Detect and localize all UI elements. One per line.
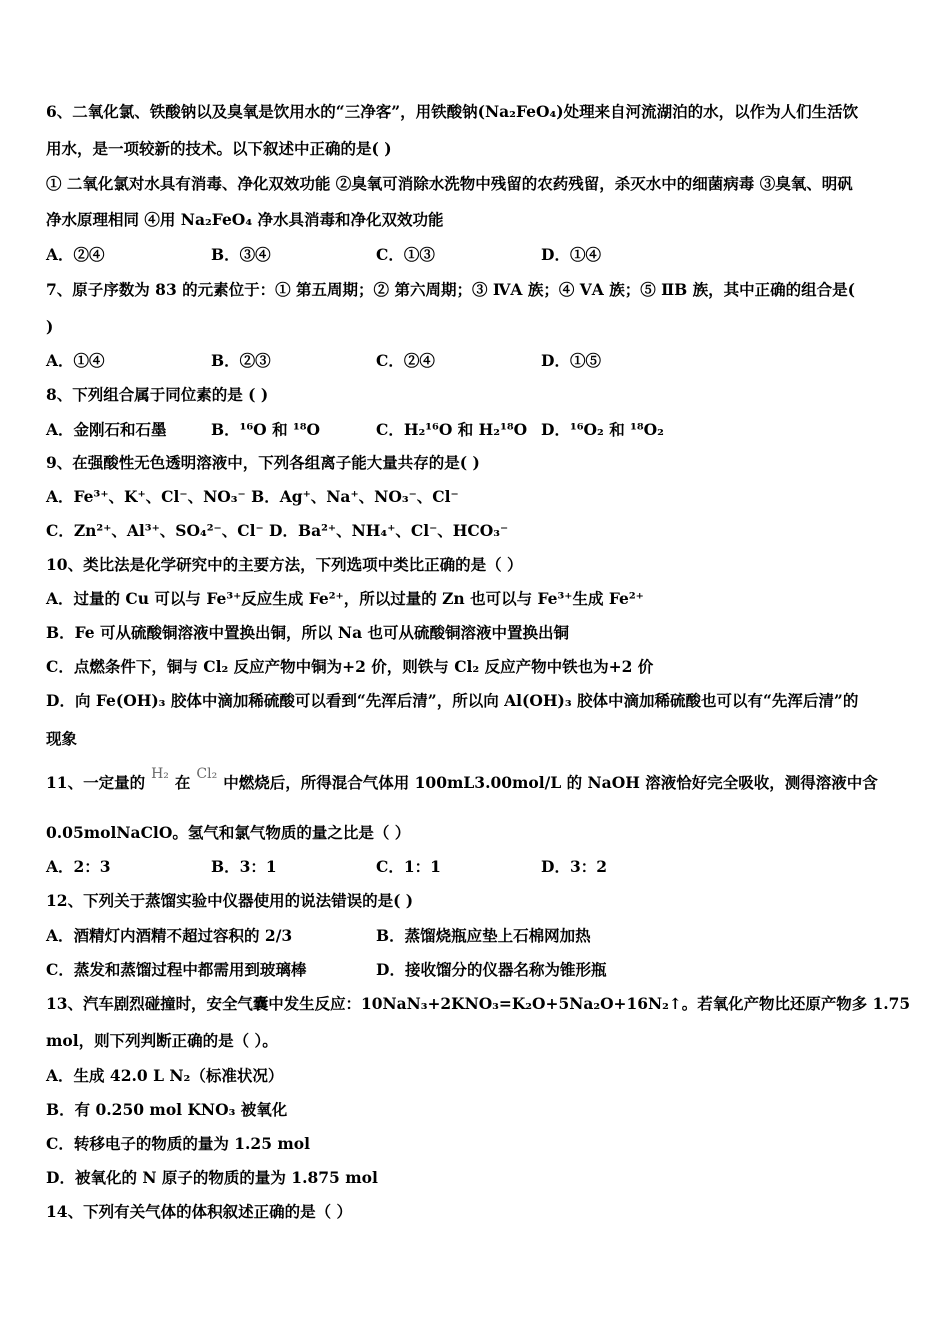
q8-option-c[interactable]: C．H₂¹⁶O 和 H₂¹⁸O (376, 420, 528, 439)
q10-option-c[interactable]: C．点燃条件下，铜与 Cl₂ 反应产物中铜为+2 价，则铁与 Cl₂ 反应产物中铁也为+2 价 (46, 657, 654, 676)
q12-option-a[interactable]: A．酒精灯内酒精不超过容积的 2/3 (46, 926, 293, 945)
q11-h2-formula: H₂ (151, 766, 169, 782)
q10-option-d-line2: 现象 (46, 729, 78, 748)
q11-option-a[interactable]: A．2：3 (46, 857, 111, 876)
q11-stem-line1 (46, 766, 878, 794)
q12-option-d[interactable]: D．接收馏分的仪器名称为锥形瓶 (376, 960, 607, 979)
q13-stem-line1: 13、汽车剧烈碰撞时，安全气囊中发生反应：10NaN₃+2KNO₃=K₂O+5Na₂O+16N₂↑。若氧化产物比还原产物多 1.75 (46, 994, 911, 1013)
q7-option-c[interactable]: C．②④ (376, 351, 435, 370)
q11-option-c[interactable]: C．1：1 (376, 857, 441, 876)
q12-stem: 12、下列关于蒸馏实验中仪器使用的说法错误的是( ) (46, 891, 414, 910)
q10-option-a[interactable]: A．过量的 Cu 可以与 Fe³⁺反应生成 Fe²⁺，所以过量的 Zn 也可以与 Fe³⁺生成 Fe²⁺ (46, 589, 644, 608)
q6-stem-line2: 用水，是一项较新的技术。以下叙述中正确的是( ) (46, 139, 392, 158)
q12-option-c[interactable]: C．蒸发和蒸馏过程中都需用到玻璃棒 (46, 960, 307, 979)
q13-option-a[interactable]: A．生成 42.0 L N₂（标准状况） (46, 1066, 284, 1085)
q7-option-a[interactable]: A．①④ (46, 351, 105, 370)
q6-option-b[interactable]: B．③④ (211, 245, 271, 264)
q9-stem: 9、在强酸性无色透明溶液中，下列各组离子能大量共存的是( ) (46, 453, 480, 472)
q11-stem-pre: 11、一定量的 (46, 773, 146, 792)
q8-option-a[interactable]: A．金刚石和石墨 (46, 420, 167, 439)
q6-option-c[interactable]: C．①③ (376, 245, 435, 264)
q11-stem-mid: 在 (174, 773, 191, 792)
q13-stem-line2: mol，则下列判断正确的是（ ）。 (46, 1031, 278, 1050)
q10-stem: 10、类比法是化学研究中的主要方法，下列选项中类比正确的是（ ） (46, 555, 523, 574)
q10-option-d-line1[interactable]: D．向 Fe(OH)₃ 胶体中滴加稀硫酸可以看到“先浑后清”，所以向 Al(OH)₃ 胶体中滴加稀硫酸也可以有“先浑后清”的 (46, 691, 859, 710)
q6-statements-line1: ① 二氧化氯对水具有消毒、净化双效功能 ②臭氧可消除水洗物中残留的农药残留，杀灭水中的细菌病毒 ③臭氧、明矾 (46, 174, 853, 193)
q14-stem: 14、下列有关气体的体积叙述正确的是（ ） (46, 1202, 352, 1221)
q8-stem: 8、下列组合属于同位素的是 ( ) (46, 385, 269, 404)
q13-option-b[interactable]: B．有 0.250 mol KNO₃ 被氧化 (46, 1100, 288, 1119)
q6-option-a[interactable]: A．②④ (46, 245, 105, 264)
q11-option-b[interactable]: B．3：1 (211, 857, 277, 876)
q7-stem-line2: ) (46, 317, 54, 336)
q9-options-cd[interactable]: C．Zn²⁺、Al³⁺、SO₄²⁻、Cl⁻ D．Ba²⁺、NH₄⁺、Cl⁻、HCO₃⁻ (46, 521, 509, 540)
q11-stem-post: 中燃烧后，所得混合气体用 100mL3.00mol/L 的 NaOH 溶液恰好完全吸收，测得溶液中含 (223, 773, 878, 792)
q8-option-b[interactable]: B．¹⁶O 和 ¹⁸O (211, 420, 321, 439)
q8-option-d[interactable]: D．¹⁶O₂ 和 ¹⁸O₂ (541, 420, 664, 439)
q7-stem-line1: 7、原子序数为 83 的元素位于：① 第五周期；② 第六周期；③ ⅣA 族；④ ⅤA 族；⑤ ⅡB 族，其中正确的组合是( (46, 280, 855, 299)
q11-stem-line2: 0.05molNaClO。氢气和氯气物质的量之比是（ ） (46, 823, 411, 842)
q6-option-d[interactable]: D．①④ (541, 245, 601, 264)
q11-option-d[interactable]: D．3：2 (541, 857, 608, 876)
q6-statements-line2: 净水原理相同 ④用 Na₂FeO₄ 净水具消毒和净化双效功能 (46, 210, 444, 229)
q10-option-b[interactable]: B．Fe 可从硫酸铜溶液中置换出铜，所以 Na 也可从硫酸铜溶液中置换出铜 (46, 623, 570, 642)
q11-cl2-formula: Cl₂ (196, 766, 218, 782)
q6-stem-line1: 6、二氧化氯、铁酸钠以及臭氧是饮用水的“三净客”，用铁酸钠(Na₂FeO₄)处理来自河流湖泊的水，以作为人们生活饮 (46, 102, 859, 121)
q9-options-ab[interactable]: A．Fe³⁺、K⁺、Cl⁻、NO₃⁻ B．Ag⁺、Na⁺、NO₃⁻、Cl⁻ (46, 487, 459, 506)
q7-option-b[interactable]: B．②③ (211, 351, 271, 370)
q13-option-d[interactable]: D．被氧化的 N 原子的物质的量为 1.875 mol (46, 1168, 378, 1187)
q7-option-d[interactable]: D．①⑤ (541, 351, 601, 370)
q12-option-b[interactable]: B．蒸馏烧瓶应垫上石棉网加热 (376, 926, 591, 945)
q13-option-c[interactable]: C．转移电子的物质的量为 1.25 mol (46, 1134, 311, 1153)
